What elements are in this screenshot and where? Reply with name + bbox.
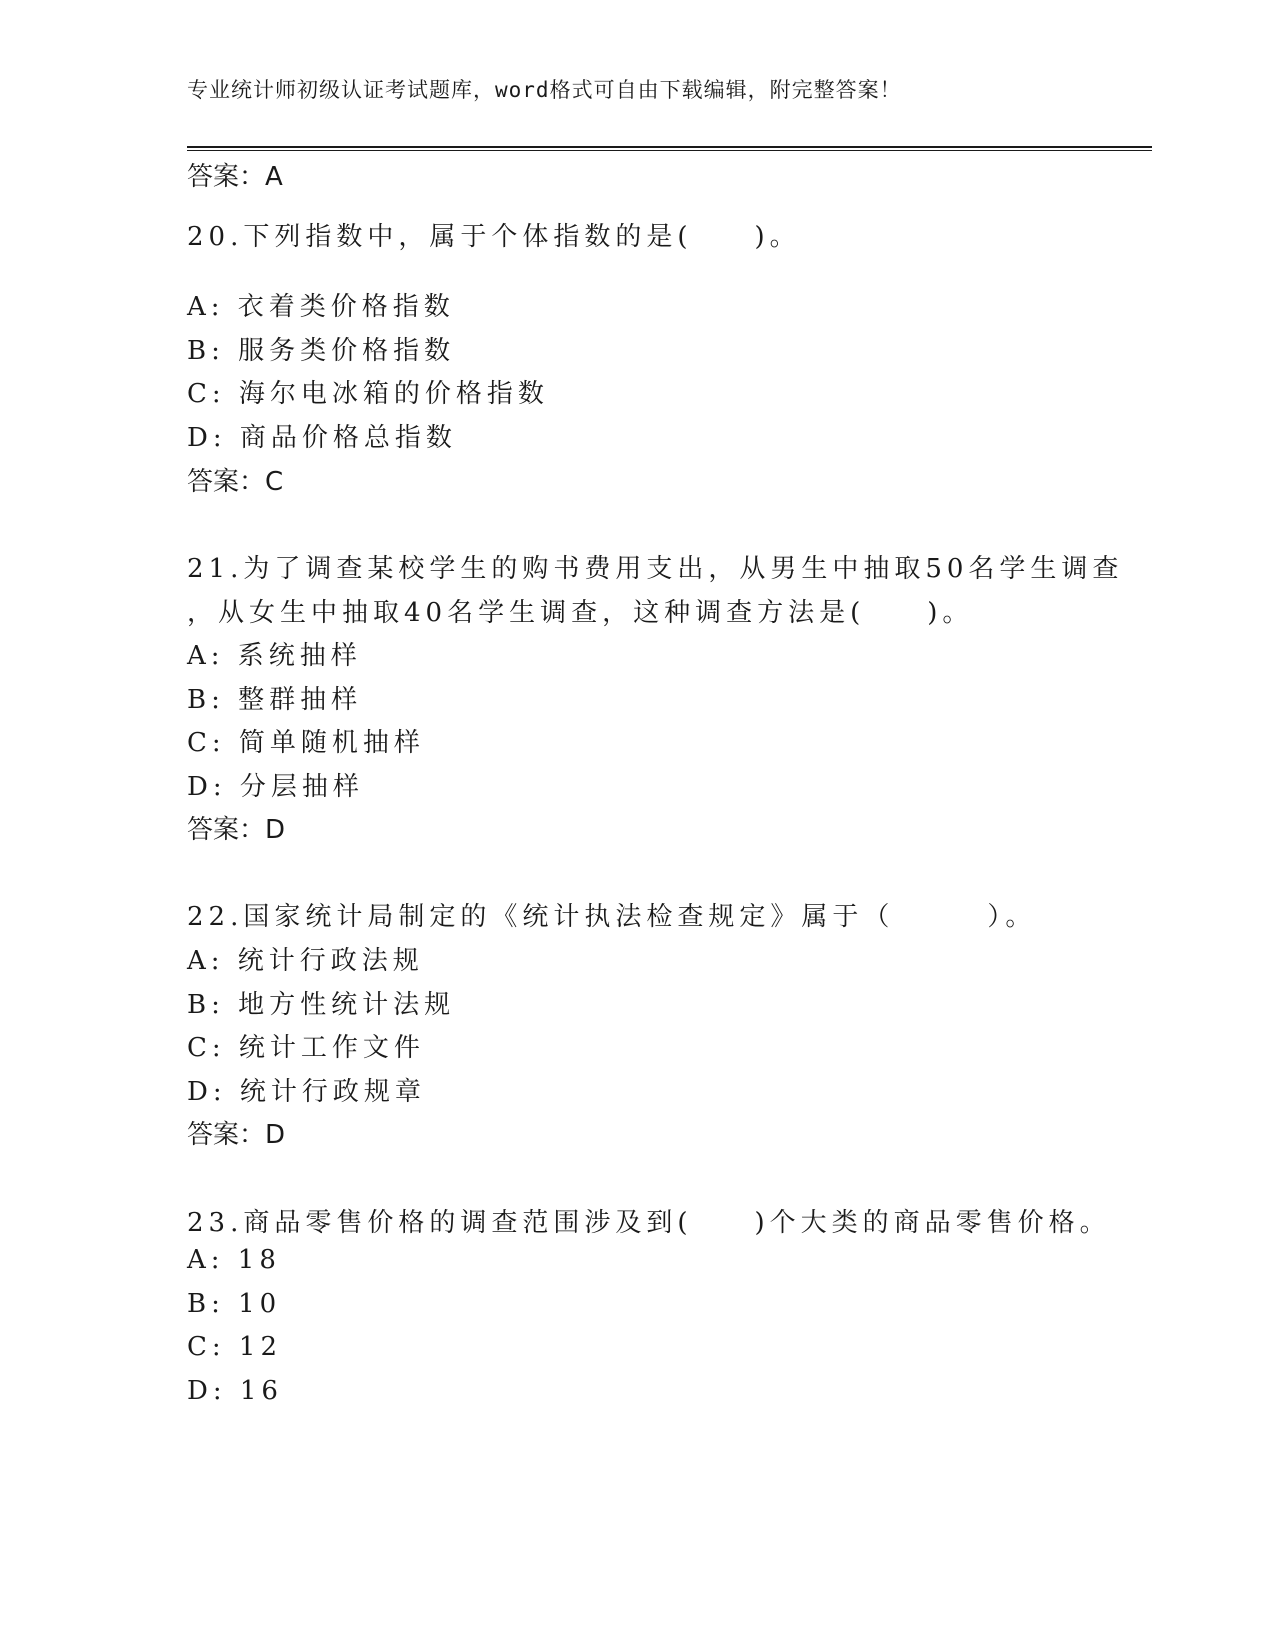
question-21-option-c: C: 简单随机抽样 — [187, 728, 425, 758]
question-22-option-c: C: 统计工作文件 — [187, 1033, 425, 1063]
question-23-option-b: B: 10 — [187, 1289, 282, 1319]
question-22-answer: 答案：D — [187, 1120, 286, 1150]
question-22-option-d: D: 统计行政规章 — [187, 1077, 426, 1107]
question-21-option-b: B: 整群抽样 — [187, 685, 363, 715]
question-20-option-d: D: 商品价格总指数 — [187, 423, 457, 453]
question-23-option-a: A: 18 — [187, 1245, 281, 1275]
question-21-stem-line1: 21.为了调查某校学生的购书费用支出，从男生中抽取50名学生调查 — [187, 554, 1124, 584]
question-23-option-d: D: 16 — [187, 1376, 283, 1406]
question-21-answer: 答案：D — [187, 815, 286, 845]
header-rule — [187, 146, 1152, 151]
question-22-option-a: A: 统计行政法规 — [187, 946, 424, 976]
question-23-stem: 23.商品零售价格的调查范围涉及到( )个大类的商品零售价格。 — [187, 1208, 1111, 1238]
question-21-stem-line2: ，从女生中抽取40名学生调查，这种调查方法是( )。 — [187, 598, 974, 628]
question-22-stem: 22.国家统计局制定的《统计执法检查规定》属于（ ）。 — [187, 902, 1037, 932]
question-23-option-c: C: 12 — [187, 1332, 283, 1362]
page-header: 专业统计师初级认证考试题库，word格式可自由下载编辑，附完整答案！ — [187, 78, 902, 102]
question-20-option-b: B: 服务类价格指数 — [187, 336, 456, 366]
question-22-option-b: B: 地方性统计法规 — [187, 990, 456, 1020]
question-20-option-c: C: 海尔电冰箱的价格指数 — [187, 379, 549, 409]
question-20-stem: 20.下列指数中，属于个体指数的是( )。 — [187, 222, 801, 252]
question-20-option-a: A: 衣着类价格指数 — [187, 292, 455, 322]
answer-prev: 答案：A — [187, 162, 283, 192]
question-20-answer: 答案：C — [187, 467, 284, 497]
question-21-option-d: D: 分层抽样 — [187, 772, 364, 802]
question-21-option-a: A: 系统抽样 — [187, 641, 362, 671]
